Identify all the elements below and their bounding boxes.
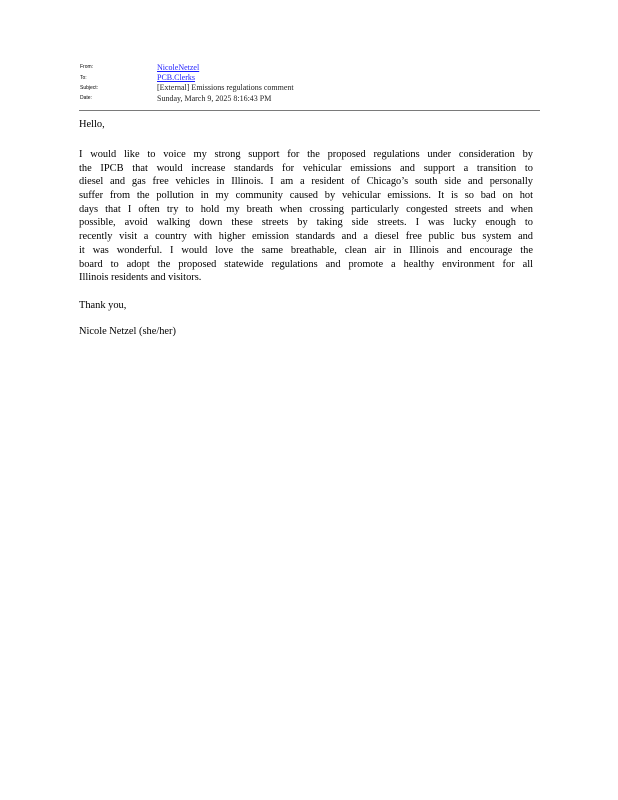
from-link[interactable]: NicoleNetzel: [157, 62, 200, 72]
date-value: Sunday, March 9, 2025 8:16:43 PM: [157, 93, 272, 103]
paragraph-line: the IPCB that would increase standards for vehicular emissions and support a transition to: [79, 162, 533, 174]
message-paragraph: [79, 148, 533, 285]
header-divider: [79, 110, 540, 111]
subject-label: Subject:: [80, 84, 99, 91]
greeting: Hello,: [79, 119, 105, 130]
paragraph-line: possible, avoid walking down these streets by taking side streets. I was lucky enough to: [79, 217, 533, 229]
to-link[interactable]: PCB.Clerks: [157, 73, 196, 83]
paragraph-line: diesel and gas free vehicles in Illinois. I am a resident of Chicago’s south side and personally: [79, 176, 533, 188]
paragraph-line: recently visit a country with higher emission standards and a diesel free public bus system and: [79, 231, 533, 243]
from-label: From:: [80, 64, 94, 71]
date-row: [80, 93, 540, 103]
subject-value: [External] Emissions regulations comment: [157, 83, 294, 93]
signature: Nicole Netzel (she/her): [79, 325, 176, 337]
from-row: [80, 62, 540, 72]
to-label: To:: [80, 74, 87, 81]
email-body: [79, 118, 533, 339]
paragraph-line: suffer from the pollution in my community caused by vehicular emissions. It is so bad on hot: [79, 190, 533, 202]
paragraph-line: Illinois residents and visitors.: [79, 272, 202, 284]
to-row: [80, 72, 540, 82]
paragraph-line: board to adopt the proposed statewide regulations and promote a healthy environment for all: [79, 258, 533, 270]
subject-row: [80, 83, 540, 93]
date-label: Date:: [80, 95, 92, 102]
paragraph-line: it was wonderful. I would love the same breathable, clean air in Illinois and encourage the: [79, 244, 533, 256]
paragraph-line: I would like to voice my strong support for the proposed regulations under consideration by: [79, 149, 533, 160]
email-header: [80, 62, 540, 104]
closing: Thank you,: [79, 299, 127, 311]
paragraph-line: days that I often try to hold my breath when crossing particularly congested streets and when: [79, 203, 533, 215]
